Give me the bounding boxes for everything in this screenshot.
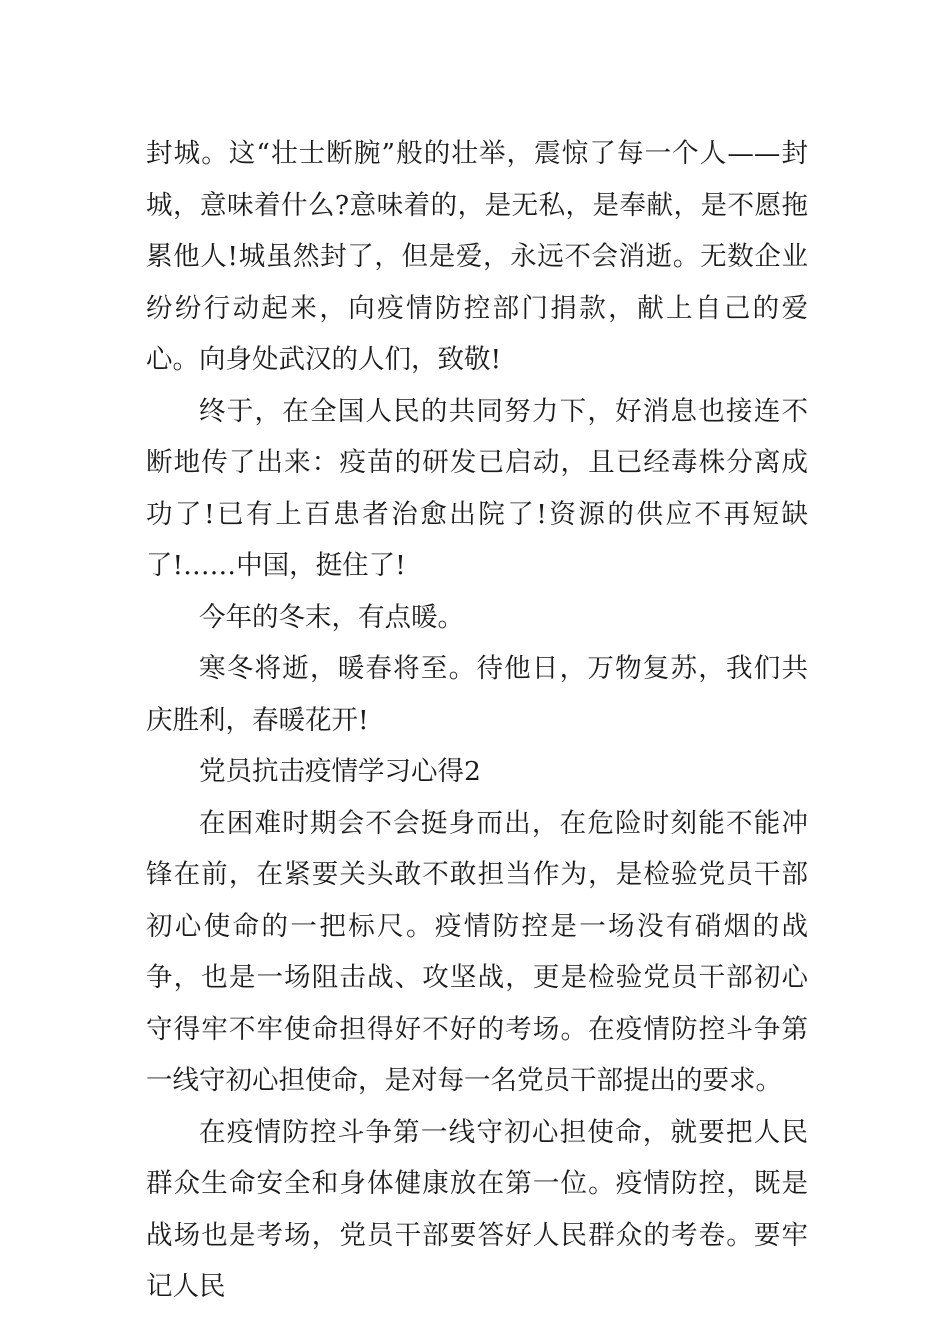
paragraph: 封城。这“壮士断腕”般的壮举，震惊了每一个人——封城，意味着什么?意味着的，是无私，是奉献，是不愿拖累他人!城虽然封了，但是爱，永远不会消逝。无数企业纷纷行动起来，向疫情防控部门捐款，献上自己的爱心。向身处武汉的人们，致敬! bbox=[146, 138, 808, 375]
paragraph: 在困难时期会不会挺身而出，在危险时刻能不能冲锋在前，在紧要关头敢不敢担当作为，是检验党员干部初心使命的一把标尺。疫情防控是一场没有硝烟的战争，也是一场阻击战、攻坚战，更是检验党员干部初心守得牢不牢使命担得好不好的考场。在疫情防控斗争第一线守初心担使命，是对每一名党员干部提出的要求。 bbox=[146, 807, 808, 1096]
paragraph: 寒冬将逝，暖春将至。待他日，万物复苏，我们共庆胜利，春暖花开! bbox=[146, 653, 808, 736]
paragraph: 今年的冬末，有点暖。 bbox=[199, 601, 464, 633]
paragraph: 在疫情防控斗争第一线守初心担使命，就要把人民群众生命安全和身体健康放在第一位。疫情防控，既是战场也是考场，党员干部要答好人民群众的考卷。要牢记人民 bbox=[146, 1116, 808, 1302]
paragraph: 终于，在全国人民的共同努力下，好消息也接连不断地传了出来：疫苗的研发已启动，且已经毒株分离成功了!已有上百患者治愈出院了!资源的供应不再短缺了!……中国，挺住了! bbox=[146, 395, 808, 581]
section-heading: 党员抗击疫情学习心得2 bbox=[199, 756, 481, 787]
document-body bbox=[146, 128, 808, 1313]
